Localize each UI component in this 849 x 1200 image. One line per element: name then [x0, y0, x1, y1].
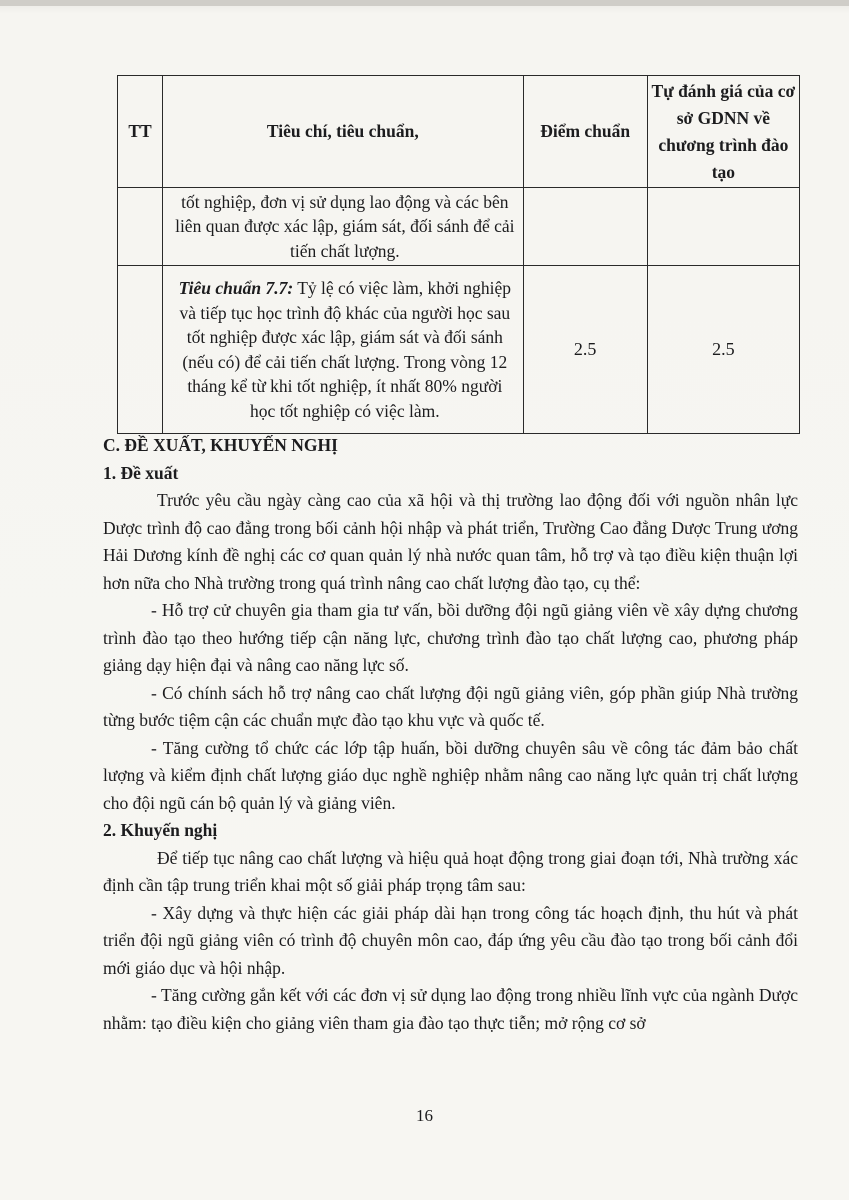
standard-label: Tiêu chuẩn 7.7:	[178, 278, 294, 298]
section-c-body	[103, 432, 798, 1037]
row-b-score: 2.5	[523, 266, 647, 434]
header-criteria: Tiêu chí, tiêu chuẩn,	[163, 76, 524, 188]
row-a-self-eval	[647, 188, 799, 266]
recommendation-heading: 2. Khuyến nghị	[103, 820, 218, 840]
row-b-tt	[118, 266, 163, 434]
criteria-table	[117, 75, 800, 434]
table-row	[118, 188, 800, 266]
standard-text: Tỷ lệ có việc làm, khởi nghiệp và tiếp tục học trình độ khác của người học sau tốt nghiệp được xác lập, giám sát và đối sánh (nếu có) để cải tiến chất lượng. Trong vòng 12 tháng kể từ khi tốt nghiệp, ít nhất 80% người học tốt nghiệp có việc làm.	[179, 278, 512, 421]
proposal-item: - Có chính sách hỗ trợ nâng cao chất lượng đội ngũ giảng viên, góp phần giúp Nhà trường từng bước tiệm cận các chuẩn mực đào tạo khu vực và quốc tế.	[103, 682, 798, 730]
recommendation-intro: Để tiếp tục nâng cao chất lượng và hiệu quả hoạt động trong giai đoạn tới, Nhà trường xác định cần tập trung triển khai một số giải pháp trọng tâm sau:	[103, 847, 798, 895]
page-number: 16	[416, 1106, 433, 1125]
header-tt: TT	[118, 76, 163, 188]
header-score: Điểm chuẩn	[523, 76, 647, 188]
proposal-heading: 1. Đề xuất	[103, 462, 179, 483]
proposal-item: - Tăng cường tổ chức các lớp tập huấn, bồi dưỡng chuyên sâu về công tác đảm bảo chất lượng và kiểm định chất lượng giáo dục nghề nghiệp nhằm nâng cao năng lực quản trị chất lượng cho đội ngũ cán bộ quản lý và giảng viên.	[103, 737, 798, 813]
proposal-item: - Hỗ trợ cử chuyên gia tham gia tư vấn, bồi dưỡng đội ngũ giảng viên về xây dựng chương trình đào tạo theo hướng tiếp cận năng lực, chương trình đào tạo chất lượng cao, phương pháp giảng dạy hiện đại và nâng cao năng lực số.	[103, 600, 798, 675]
row-b-self-eval: 2.5	[647, 266, 799, 434]
header-self-evaluation: Tự đánh giá của cơ sở GDNN về chương trình đào tạo	[647, 76, 799, 188]
recommendation-item: - Tăng cường gắn kết với các đơn vị sử dụng lao động trong nhiều lĩnh vực của ngành Dược nhằm: tạo điều kiện cho giảng viên tham gia đào tạo thực tiễn; mở rộng cơ sở	[103, 985, 798, 1033]
recommendation-item: - Xây dựng và thực hiện các giải pháp dài hạn trong công tác hoạch định, thu hút và phát triển đội ngũ giảng viên có trình độ chuyên môn cao, đáp ứng yêu cầu đào tạo trong bối cảnh đổi mới giáo dục và hội nhập.	[103, 902, 798, 978]
row-a-score	[523, 188, 647, 266]
section-c-title: C. ĐỀ XUẤT, KHUYẾN NGHỊ	[103, 435, 338, 455]
row-a-tt	[118, 188, 163, 266]
scan-top-edge	[0, 0, 849, 6]
table-header-row	[118, 76, 800, 188]
row-a-criteria: tốt nghiệp, đơn vị sử dụng lao động và các bên liên quan được xác lập, giám sát, đối sánh để cải tiến chất lượng.	[163, 188, 524, 266]
table-row	[118, 266, 800, 434]
proposal-intro: Trước yêu cầu ngày càng cao của xã hội và thị trường lao động đối với nguồn nhân lực Dược trình độ cao đẳng trong bối cảnh hội nhập và phát triển, Trường Cao đẳng Dược Trung ương Hải Dương kính đề nghị các cơ quan quản lý nhà nước quan tâm, hỗ trợ và tạo điều kiện thuận lợi hơn nữa cho Nhà trường trong quá trình nâng cao chất lượng đào tạo, cụ thể:	[103, 490, 798, 593]
row-b-criteria	[163, 266, 524, 434]
